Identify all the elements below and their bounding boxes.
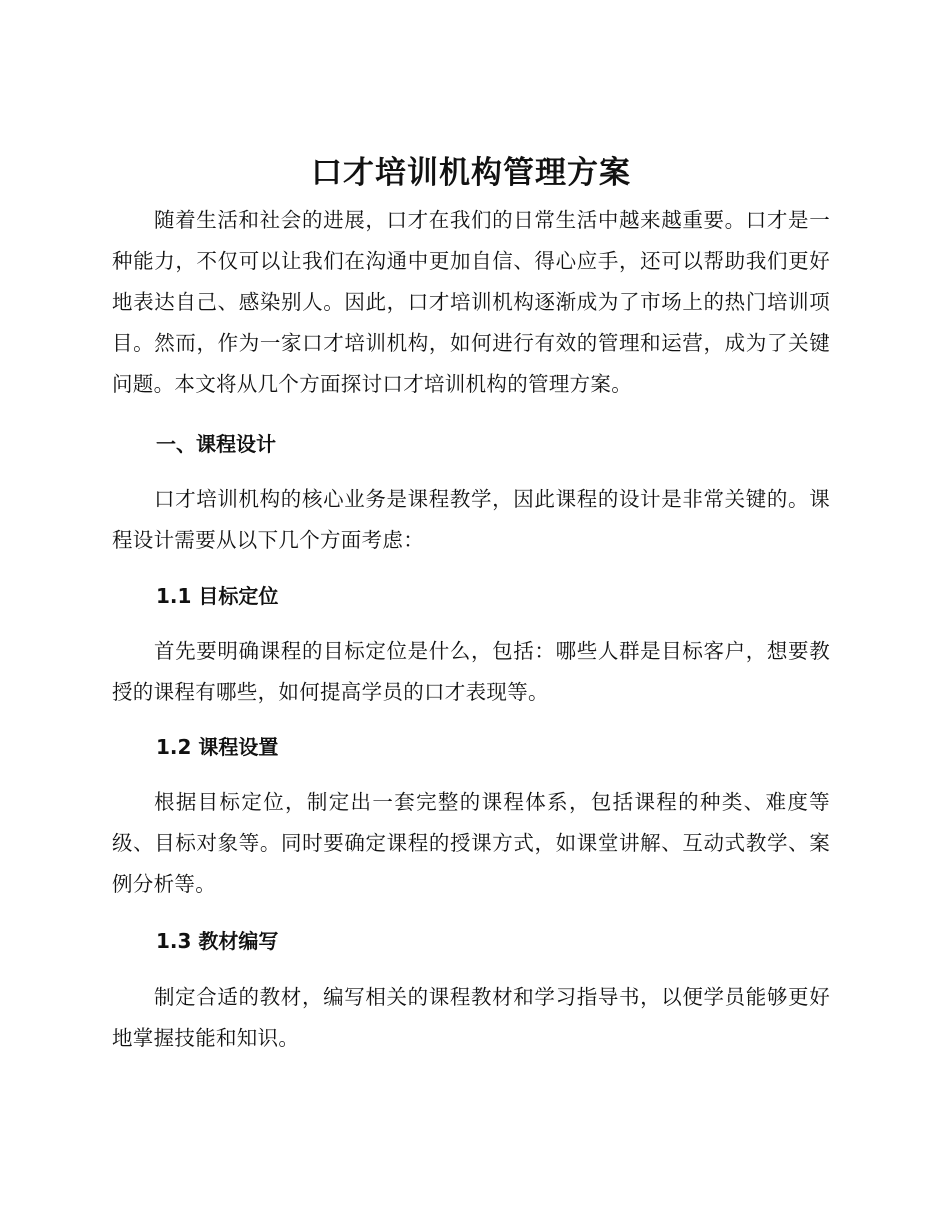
subheading-target-positioning: 1.1 目标定位 (156, 584, 279, 608)
subheading-textbook-writing: 1.3 教材编写 (156, 929, 279, 953)
document-title: 口才培训机构管理方案 (311, 155, 631, 191)
textbook-writing-paragraph: 制定合适的教材，编写相关的课程教材和学习指导书，以便学员能够更好地掌握技能和知识。 (112, 985, 830, 1050)
subheading-course-setup: 1.2 课程设置 (156, 735, 279, 759)
target-positioning-paragraph: 首先要明确课程的目标定位是什么，包括：哪些人群是目标客户，想要教授的课程有哪些，如何提高学员的口才表现等。 (112, 639, 830, 704)
course-setup-paragraph: 根据目标定位，制定出一套完整的课程体系，包括课程的种类、难度等级、目标对象等。同时要确定课程的授课方式，如课堂讲解、互动式教学、案例分析等。 (112, 790, 830, 896)
section-heading-course-design: 一、课程设计 (156, 432, 276, 456)
intro-paragraph: 随着生活和社会的进展，口才在我们的日常生活中越来越重要。口才是一种能力，不仅可以让我们在沟通中更加自信、得心应手，还可以帮助我们更好地表达自己、感染别人。因此，口才培训机构逐渐成为了市场上的热门培训项目。然而，作为一家口才培训机构，如何进行有效的管理和运营，成为了关键问题。本文将从几个方面探讨口才培训机构的管理方案。 (112, 208, 830, 396)
section-course-design-paragraph: 口才培训机构的核心业务是课程教学，因此课程的设计是非常关键的。课程设计需要从以下几个方面考虑： (112, 487, 830, 552)
